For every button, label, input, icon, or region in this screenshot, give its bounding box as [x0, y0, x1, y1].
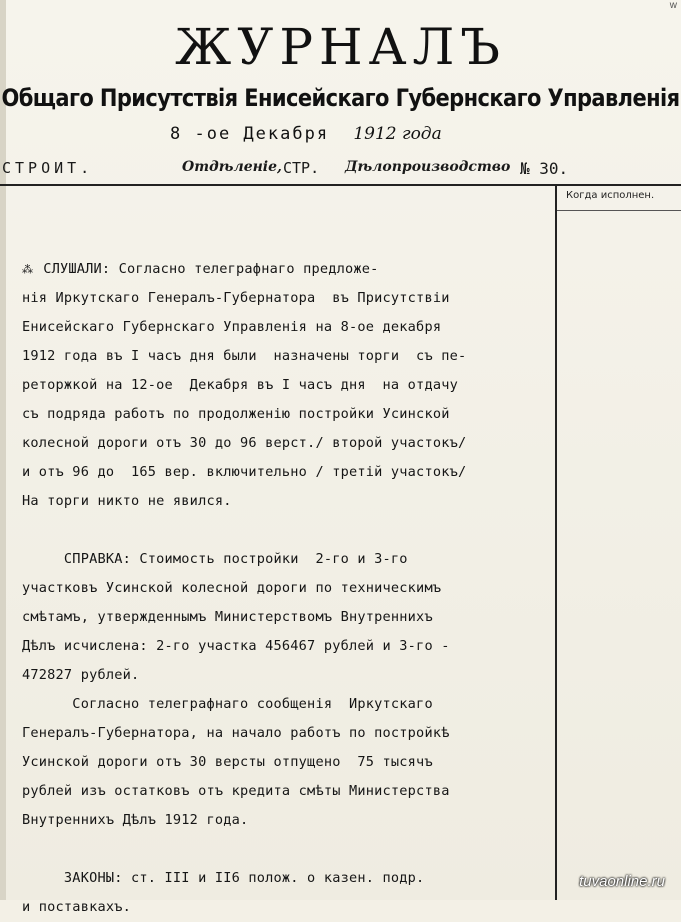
document-number: № 30.	[520, 159, 569, 178]
body-line: Генералъ-Губернатора, на начало работъ по постройкѣ	[22, 725, 450, 741]
journal-subtitle: Общаго Присутствія Енисейскаго Губернскаго Управленія	[1, 84, 680, 112]
body-line: нія Иркутскаго Генералъ-Губернатора въ Присутствіи	[22, 290, 450, 306]
document-body	[22, 255, 552, 922]
body-line: смѣтамъ, утвержденнымъ Министерствомъ Внутреннихъ	[22, 609, 433, 625]
otdelenie-label: Отдѣленіе,	[182, 159, 282, 175]
year-text: 1912 года	[353, 124, 442, 144]
kogda-ispolneno-label: Когда исполнен.	[566, 190, 655, 201]
dateline	[170, 124, 442, 144]
header-row	[0, 159, 681, 181]
body-line: съ подряда работъ по продолженію постройки Усинской	[22, 406, 450, 422]
body-line: 472827 рублей.	[22, 667, 140, 683]
watermark: tuvaonline.ru	[579, 873, 665, 890]
body-line: и поставкахъ.	[22, 899, 131, 915]
body-line: Согласно телеграфнаго сообщенія Иркутскаго	[22, 696, 433, 712]
body-line: Енисейскаго Губернскаго Управленія на 8-ое декабря	[22, 319, 442, 335]
header-divider	[0, 184, 681, 186]
body-line: ЗАКОНЫ: ст. III и II6 полож. о казен. подр.	[63, 870, 425, 886]
corner-mark: w	[669, 0, 677, 11]
deloproizvodstvo-label: Дѣлопроизводство	[345, 159, 511, 175]
body-line: СПРАВКА: Стоимость постройки 2-го и 3-го	[63, 551, 408, 567]
body-line: ⁂ СЛУШАЛИ: Согласно телеграфнаго предложе-	[22, 261, 379, 277]
margin-divider	[555, 184, 557, 900]
page-edge	[0, 0, 6, 900]
body-line: На торги никто не явился.	[22, 493, 232, 509]
body-line: Усинской дороги отъ 30 версты отпущено 75 тысячъ	[22, 754, 433, 770]
body-line: рублей изъ остатковъ отъ кредита смѣты Министерства	[22, 783, 450, 799]
journal-title: ЖУРНАЛЪ	[175, 18, 506, 76]
dept-label: СТРОИТ.	[2, 159, 94, 177]
body-line: колесной дороги отъ 30 до 96 верст./ второй участокъ/	[22, 435, 467, 451]
str-label: СТР.	[283, 159, 320, 177]
body-line: 1912 года въ I часъ дня были назначены торги съ пе-	[22, 348, 467, 364]
ink-mark-icon: ⁂	[22, 263, 34, 276]
body-line: реторжкой на 12-ое Декабря въ I часъ дня на отдачу	[22, 377, 458, 393]
body-line: Дѣлъ исчислена: 2-го участка 456467 рублей и 3-го -	[22, 638, 450, 654]
body-line: Внутреннихъ Дѣлъ 1912 года.	[22, 812, 249, 828]
body-line: и отъ 96 до 165 вер. включительно / третій участокъ/	[22, 464, 467, 480]
margin-header-rule	[557, 210, 681, 211]
body-line: участковъ Усинской колесной дороги по техническимъ	[22, 580, 442, 596]
date-text: 8 -ое Декабря	[170, 124, 330, 144]
